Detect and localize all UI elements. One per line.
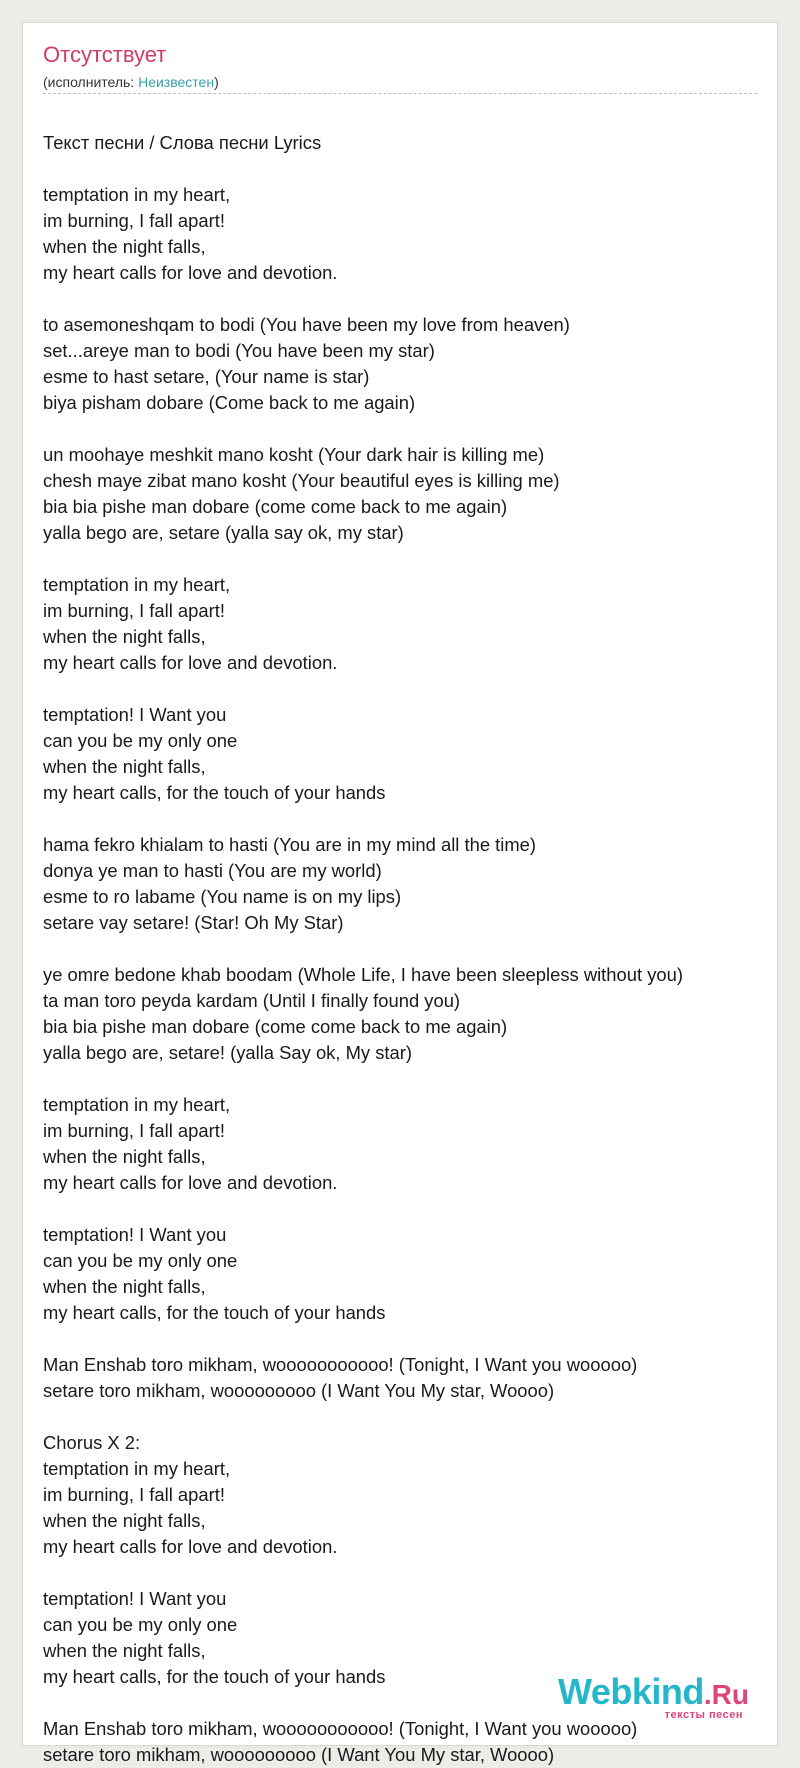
lyric-line: esme to ro labame (You name is on my lips) <box>43 886 402 907</box>
watermark-tld: .Ru <box>703 1679 749 1710</box>
lyric-line: to asemoneshqam to bodi (You have been my love from heaven) <box>43 314 570 335</box>
lyric-line: temptation in my heart, <box>43 574 231 595</box>
lyric-blank-line <box>43 1196 763 1222</box>
lyric-blank-line <box>43 286 763 312</box>
lyric-line: when the night falls, <box>43 756 206 777</box>
lyric-line: temptation in my heart, <box>43 184 231 205</box>
lyric-line: bia bia pishe man dobare (come come back to me again) <box>43 496 508 517</box>
lyric-line: im burning, I fall apart! <box>43 210 225 231</box>
lyric-line: when the night falls, <box>43 1640 206 1661</box>
lyric-line: ta man toro peyda kardam (Until I finally found you) <box>43 990 461 1011</box>
lyric-line: when the night falls, <box>43 236 206 257</box>
lyric-blank-line <box>43 416 763 442</box>
lyric-line: my heart calls for love and devotion. <box>43 1536 338 1557</box>
lyric-line: im burning, I fall apart! <box>43 1120 225 1141</box>
lyric-line: hama fekro khialam to hasti (You are in my mind all the time) <box>43 834 537 855</box>
lyric-line: temptation in my heart, <box>43 1458 231 1479</box>
lyric-line: ye omre bedone khab boodam (Whole Life, I have been sleepless without you) <box>43 964 683 985</box>
lyric-blank-line <box>43 676 763 702</box>
lyric-line: im burning, I fall apart! <box>43 1484 225 1505</box>
artist-link[interactable]: Неизвестен <box>138 74 215 90</box>
lyric-line: yalla bego are, setare! (yalla Say ok, My star) <box>43 1042 412 1063</box>
artist-suffix: ) <box>214 74 219 90</box>
watermark-tagline: тексты песен <box>664 1709 743 1721</box>
lyric-line: esme to hast setare, (Your name is star) <box>43 366 370 387</box>
lyric-blank-line <box>43 546 763 572</box>
lyric-line: can you be my only one <box>43 1250 238 1271</box>
lyrics-card <box>22 22 778 1765</box>
lyric-line: Man Enshab toro mikham, wooooooooooo! (Tonight, I Want you wooooo) <box>43 1718 638 1739</box>
artist-line <box>43 73 219 91</box>
lyric-line: when the night falls, <box>43 1146 206 1167</box>
lyric-blank-line <box>43 806 763 832</box>
lyric-line: when the night falls, <box>43 1276 206 1297</box>
lyric-blank-line <box>43 1404 763 1430</box>
lyric-line: my heart calls, for the touch of your hands <box>43 1666 386 1687</box>
artist-prefix: (исполнитель: <box>43 74 139 90</box>
lyric-line: setare toro mikham, wooooooooo (I Want You My star, Woooo) <box>43 1744 555 1765</box>
song-title: Отсутствует <box>43 42 167 67</box>
lyric-line: set...areye man to bodi (You have been my star) <box>43 340 435 361</box>
site-watermark <box>558 1671 749 1721</box>
lyric-blank-line <box>43 936 763 962</box>
lyric-line: when the night falls, <box>43 1510 206 1531</box>
watermark-brand: Webkind <box>558 1671 704 1712</box>
lyric-line: my heart calls, for the touch of your hands <box>43 782 386 803</box>
lyric-line: setare toro mikham, wooooooooo (I Want You My star, Woooo) <box>43 1380 555 1401</box>
lyric-line: chesh maye zibat mano kosht (Your beautiful eyes is killing me) <box>43 470 560 491</box>
lyric-line: my heart calls for love and devotion. <box>43 1172 338 1193</box>
lyric-line: bia bia pishe man dobare (come come back to me again) <box>43 1016 508 1037</box>
lyric-blank-line <box>43 1326 763 1352</box>
lyric-line: can you be my only one <box>43 730 238 751</box>
lyric-line: setare vay setare! (Star! Oh My Star) <box>43 912 344 933</box>
lyric-line: temptation! I Want you <box>43 704 227 725</box>
header-divider <box>43 93 757 94</box>
lyric-blank-line <box>43 1560 763 1586</box>
lyric-line: can you be my only one <box>43 1614 238 1635</box>
lyric-line: biya pisham dobare (Come back to me again) <box>43 392 416 413</box>
lyrics-body <box>43 104 763 1768</box>
lyric-line: my heart calls for love and devotion. <box>43 652 338 673</box>
lyric-line: un moohaye meshkit mano kosht (Your dark hair is killing me) <box>43 444 545 465</box>
lyric-line: when the night falls, <box>43 626 206 647</box>
lyric-line: temptation in my heart, <box>43 1094 231 1115</box>
lyric-line: Chorus X 2: <box>43 1432 141 1453</box>
lyric-line: yalla bego are, setare (yalla say ok, my star) <box>43 522 404 543</box>
lyric-line: my heart calls for love and devotion. <box>43 262 338 283</box>
lyric-line: my heart calls, for the touch of your hands <box>43 1302 386 1323</box>
lyric-line: donya ye man to hasti (You are my world) <box>43 860 382 881</box>
lyric-line: im burning, I fall apart! <box>43 600 225 621</box>
lyrics-heading: Текст песни / Слова песни Lyrics <box>43 132 322 153</box>
lyric-blank-line <box>43 1066 763 1092</box>
lyric-line: Man Enshab toro mikham, wooooooooooo! (Tonight, I Want you wooooo) <box>43 1354 638 1375</box>
lyric-line: temptation! I Want you <box>43 1224 227 1245</box>
lyric-line: temptation! I Want you <box>43 1588 227 1609</box>
